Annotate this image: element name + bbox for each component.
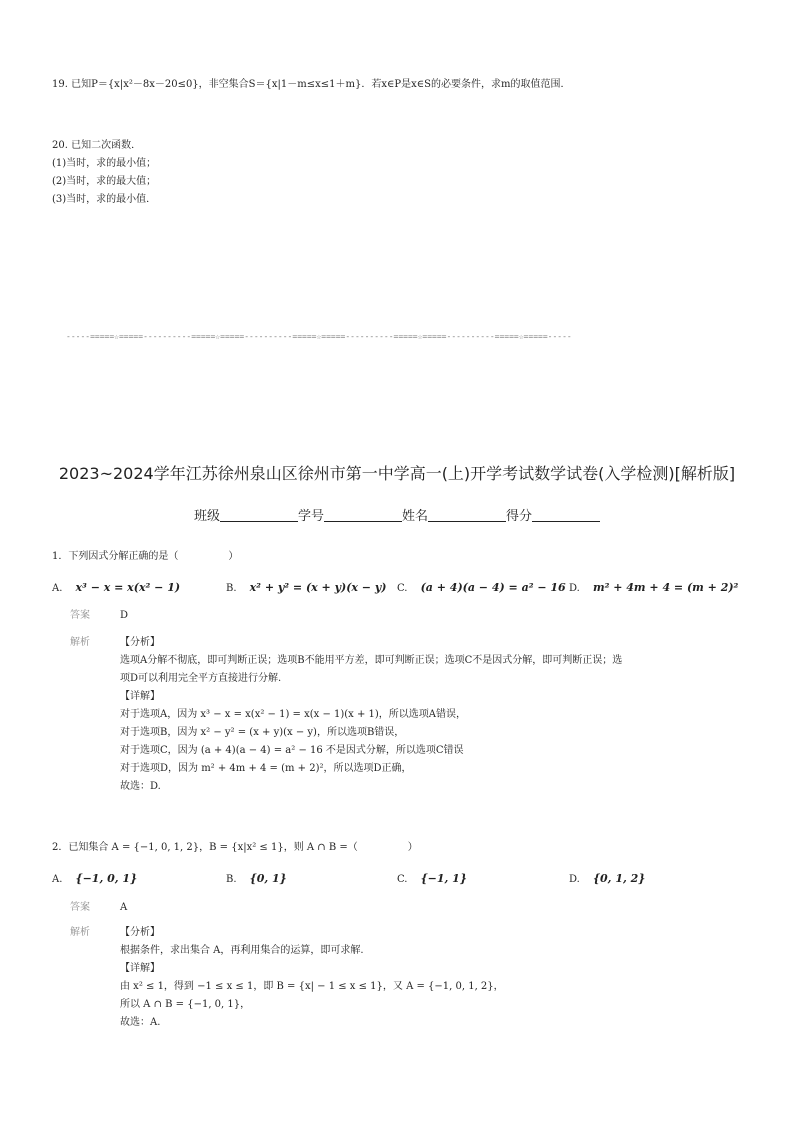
option-letter: C.: [397, 583, 408, 594]
question-1-option-c: [397, 576, 566, 596]
option-expr: x³ − x = x(x² − 1): [75, 581, 181, 594]
option-expr: {0, 1}: [249, 872, 287, 885]
option-letter: B.: [226, 874, 237, 885]
analysis-label: 解析: [70, 637, 90, 648]
name-label: 姓名: [402, 509, 429, 524]
analysis-line: 【分析】: [120, 927, 160, 938]
question-2-option-c: [397, 867, 467, 887]
score-label: 得分: [506, 509, 533, 524]
option-letter: A.: [52, 583, 63, 594]
question-2-option-d: [569, 867, 645, 887]
analysis-line: 【详解】: [120, 963, 160, 974]
question-20-part-2: (2)当时，求的最大值；: [52, 176, 157, 187]
analysis-line: 根据条件，求出集合 A，再利用集合的运算，即可求解.: [120, 945, 364, 956]
question-20-part-1: (1)当时，求的最小值；: [52, 158, 157, 169]
question-text: 已知P＝{x|x²－8x－20≤0}，非空集合S＝{x|1－m≤x≤1＋m}．若x∈P是x∈S的必要条件，求m的取值范围．: [71, 79, 571, 90]
option-letter: B.: [226, 583, 237, 594]
question-number: 20.: [52, 140, 68, 151]
answer-label: 答案: [70, 610, 90, 621]
question-19: [52, 78, 571, 92]
analysis-label: 解析: [70, 927, 90, 938]
question-20-part-3: (3)当时，求的最小值．: [52, 194, 157, 205]
analysis-line: 【详解】: [120, 691, 160, 702]
score-field[interactable]: [532, 507, 600, 522]
document-title: 2023~2024学年江苏徐州泉山区徐州市第一中学高一(上)开学考试数学试卷(入学检测)[解析版]: [58, 464, 736, 483]
question-1-stem: 1．下列因式分解正确的是（ ）: [52, 551, 239, 562]
question-2-stem: 2．已知集合 A = {−1, 0, 1, 2}，B = {x|x² ≤ 1}，则 A ∩ B =（ ）: [52, 842, 418, 853]
question-number: 19.: [52, 79, 68, 90]
name-field[interactable]: [428, 507, 506, 522]
class-field[interactable]: [220, 507, 298, 522]
analysis-line: 【分析】: [120, 637, 160, 648]
analysis-line: 对于选项A，因为 x³ − x = x(x² − 1) = x(x − 1)(x + 1)，所以选项A错误，: [120, 709, 467, 720]
answer-value: D: [120, 610, 129, 621]
student-info-row: [0, 505, 794, 524]
answer-label: 答案: [70, 902, 90, 913]
analysis-line: 故选：D.: [120, 781, 161, 792]
option-letter: A.: [52, 874, 63, 885]
question-2-option-b: [226, 867, 287, 887]
analysis-line: 项D可以利用完全平方直接进行分解.: [120, 673, 282, 684]
analysis-line: 对于选项D，因为 m² + 4m + 4 = (m + 2)²，所以选项D正确，: [120, 763, 412, 774]
question-1-option-a: [52, 576, 180, 596]
question-2-option-a: [52, 867, 137, 887]
option-expr: {−1, 0, 1}: [75, 872, 138, 885]
analysis-line: 故选：A.: [120, 1017, 161, 1028]
question-20: [52, 139, 141, 153]
question-1-option-d: [569, 576, 738, 596]
analysis-line: 由 x² ≤ 1，得到 −1 ≤ x ≤ 1，即 B = {x| − 1 ≤ x ≤ 1}，又 A = {−1, 0, 1, 2}，: [120, 981, 504, 992]
option-letter: C.: [397, 874, 408, 885]
option-expr: {0, 1, 2}: [592, 872, 646, 885]
analysis-line: 选项A分解不彻底，即可判断正误；选项B不能用平方差，即可判断正误；选项C不是因式分解，即可判断正误；选: [120, 655, 623, 666]
id-label: 学号: [297, 509, 324, 524]
option-expr: (a + 4)(a − 4) = a² − 16: [420, 581, 566, 594]
option-expr: {−1, 1}: [420, 872, 467, 885]
section-divider: -----=====☆=====----------=====☆=====----------=====☆=====----------=====☆=====----------=====☆=====-----: [66, 332, 572, 341]
question-stem: 已知二次函数．: [71, 140, 142, 151]
question-1-option-b: [226, 576, 386, 596]
id-field[interactable]: [324, 507, 402, 522]
analysis-line: 对于选项B，因为 x² − y² = (x + y)(x − y)，所以选项B错误，: [120, 727, 405, 738]
option-expr: x² + y² = (x + y)(x − y): [249, 581, 387, 594]
analysis-line: 对于选项C，因为 (a + 4)(a − 4) = a² − 16 不是因式分解，所以选项C错误: [120, 745, 464, 756]
analysis-line: 所以 A ∩ B = {−1, 0, 1}，: [120, 999, 251, 1010]
class-label: 班级: [193, 509, 220, 524]
option-expr: m² + 4m + 4 = (m + 2)²: [592, 581, 739, 594]
option-letter: D.: [569, 583, 580, 594]
answer-value: A: [120, 902, 128, 913]
option-letter: D.: [569, 874, 580, 885]
